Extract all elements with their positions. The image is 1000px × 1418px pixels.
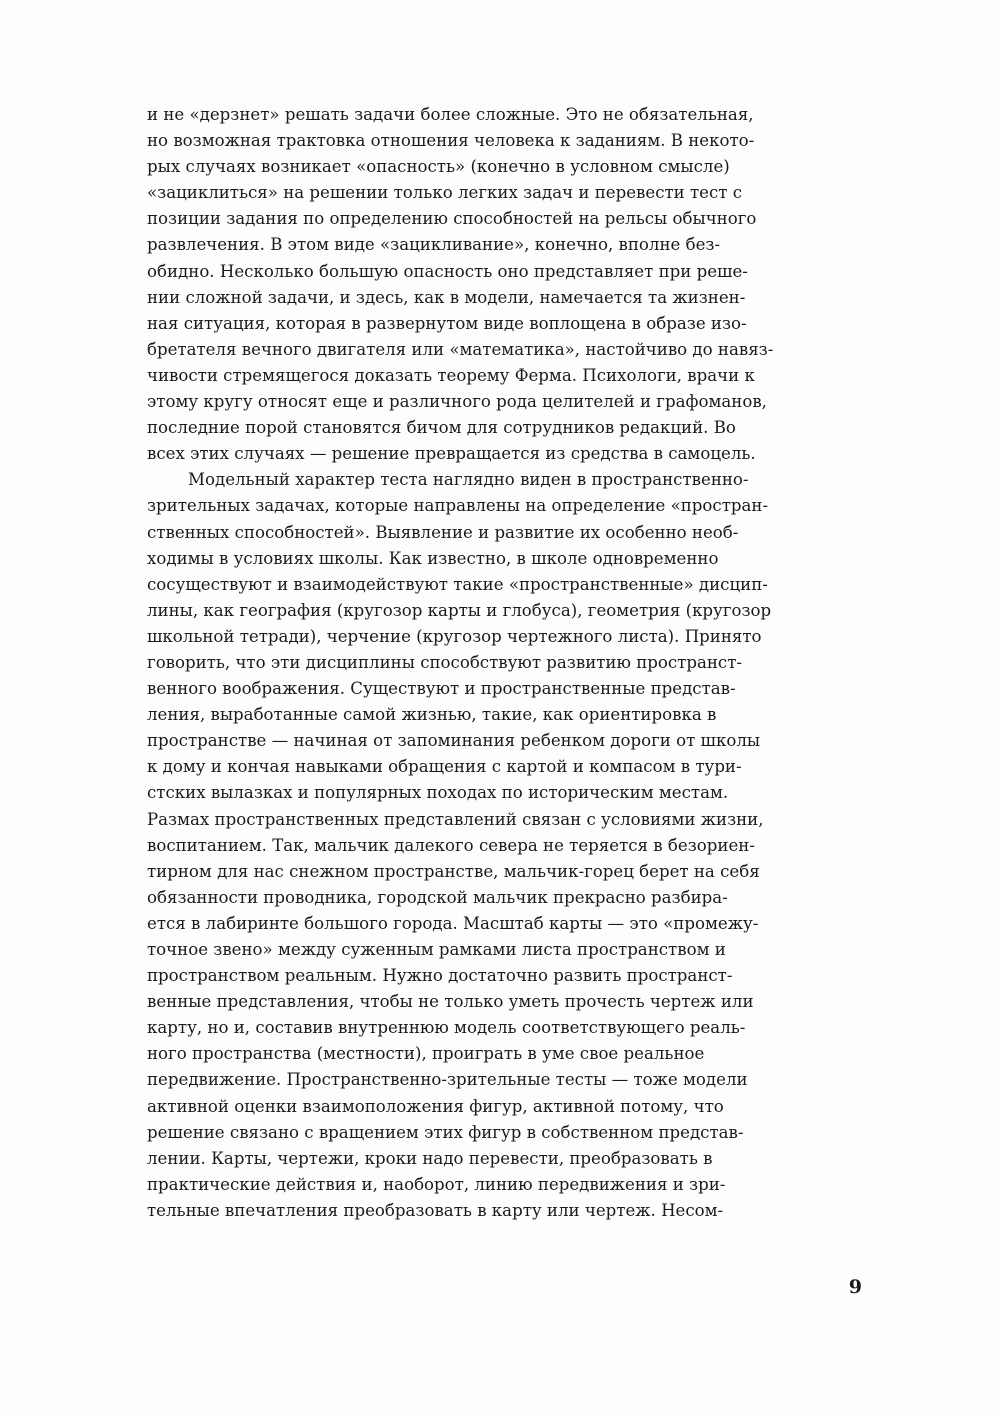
body-text [147, 102, 859, 1224]
paragraph [147, 102, 859, 467]
text-line: пространством реальным. Нужно достаточно развить пространст- [147, 966, 733, 986]
text-line: «зациклиться» на решении только легких задач и перевести тест с [147, 183, 743, 203]
text-line: нии сложной задачи, и здесь, как в модели, намечается та жизнен- [147, 287, 746, 307]
text-line: точное звено» между суженным рамками листа пространством и [147, 940, 726, 959]
text-line: чивости стремящегося доказать теорему Ферма. Психологи, врачи к [147, 365, 755, 385]
text-line: говорить, что эти дисциплины способствуют развитию пространст- [147, 652, 743, 672]
text-line: ственных способностей». Выявление и развитие их особенно необ- [147, 522, 739, 542]
text-line: этому кругу относят еще и различного рода целителей и графоманов, [147, 392, 767, 412]
text-line: венные представления, чтобы не только уметь прочесть чертеж или [147, 992, 754, 1012]
text-line: бретателя вечного двигателя или «математика», настойчиво до навяз- [147, 339, 774, 359]
text-line: ходимы в условиях школы. Как известно, в школе одновременно [147, 548, 719, 568]
text-line: и не «дерзнет» решать задачи более сложные. Это не обязательная, [147, 105, 754, 124]
text-line: тельные впечатления преобразовать в карту или чертеж. Несом- [147, 1200, 724, 1220]
text-line: Размах пространственных представлений связан с условиями жизни, [147, 809, 764, 829]
text-line: лины, как география (кругозор карты и глобуса), геометрия (кругозор [147, 600, 772, 620]
text-line: практические действия и, наоборот, линию передвижения и зри- [147, 1174, 726, 1194]
text-line: передвижение. Пространственно-зрительные тесты — тоже модели [147, 1070, 748, 1090]
text-line: ления, выработанные самой жизнью, такие, как ориентировка в [147, 705, 717, 725]
text-line: школьной тетради), черчение (кругозор чертежного листа). Принято [147, 626, 762, 646]
text-line: пространстве — начиная от запоминания ребенком дороги от школы [147, 731, 761, 751]
text-line: всех этих случаях — решение превращается из средства в самоцель. [147, 444, 756, 464]
text-line: карту, но и, составив внутреннюю модель соответствующего реаль- [147, 1018, 746, 1038]
text-line: тирном для нас снежном пространстве, мальчик-горец берет на себя [147, 861, 760, 881]
text-line: обязанности проводника, городской мальчик прекрасно разбира- [147, 887, 728, 907]
text-line: сосуществуют и взаимодействуют такие «пространственные» дисцип- [147, 574, 768, 594]
text-line: стских вылазках и популярных походах по историческим местам. [147, 783, 729, 803]
text-line: но возможная трактовка отношения человека к заданиям. В некото- [147, 131, 755, 151]
text-line: воспитанием. Так, мальчик далекого севера не теряется в безориен- [147, 835, 755, 855]
page-number: 9 [848, 1276, 862, 1298]
text-line: к дому и кончая навыками обращения с картой и компасом в тури- [147, 757, 742, 777]
text-line: решение связано с вращением этих фигур в собственном представ- [147, 1122, 744, 1142]
text-line: развлечения. В этом виде «зацикливание», конечно, вполне без- [147, 235, 721, 255]
text-line: зрительных задачах, которые направлены на определение «простран- [147, 496, 769, 516]
text-line: активной оценки взаимоположения фигур, активной потому, что [147, 1096, 724, 1116]
text-line: ная ситуация, которая в развернутом виде воплощена в образе изо- [147, 313, 747, 333]
text-line: Модельный характер теста наглядно виден в пространственно- [188, 470, 749, 490]
text-line: рых случаях возникает «опасность» (конечно в условном смысле) [147, 157, 730, 177]
text-line: позиции задания по определению способностей на рельсы обычного [147, 209, 757, 229]
paragraph [147, 467, 859, 1224]
text-line: обидно. Несколько большую опасность оно представляет при реше- [147, 261, 748, 281]
text-line: ется в лабиринте большого города. Масштаб карты — это «промежу- [147, 913, 759, 933]
text-line: последние порой становятся бичом для сотрудников редакций. Во [147, 418, 736, 438]
text-line: лении. Карты, чертежи, кроки надо перевести, преобразовать в [147, 1148, 713, 1168]
text-line: венного воображения. Существуют и пространственные представ- [147, 679, 736, 699]
text-line: ного пространства (местности), проиграть в уме свое реальное [147, 1044, 705, 1064]
